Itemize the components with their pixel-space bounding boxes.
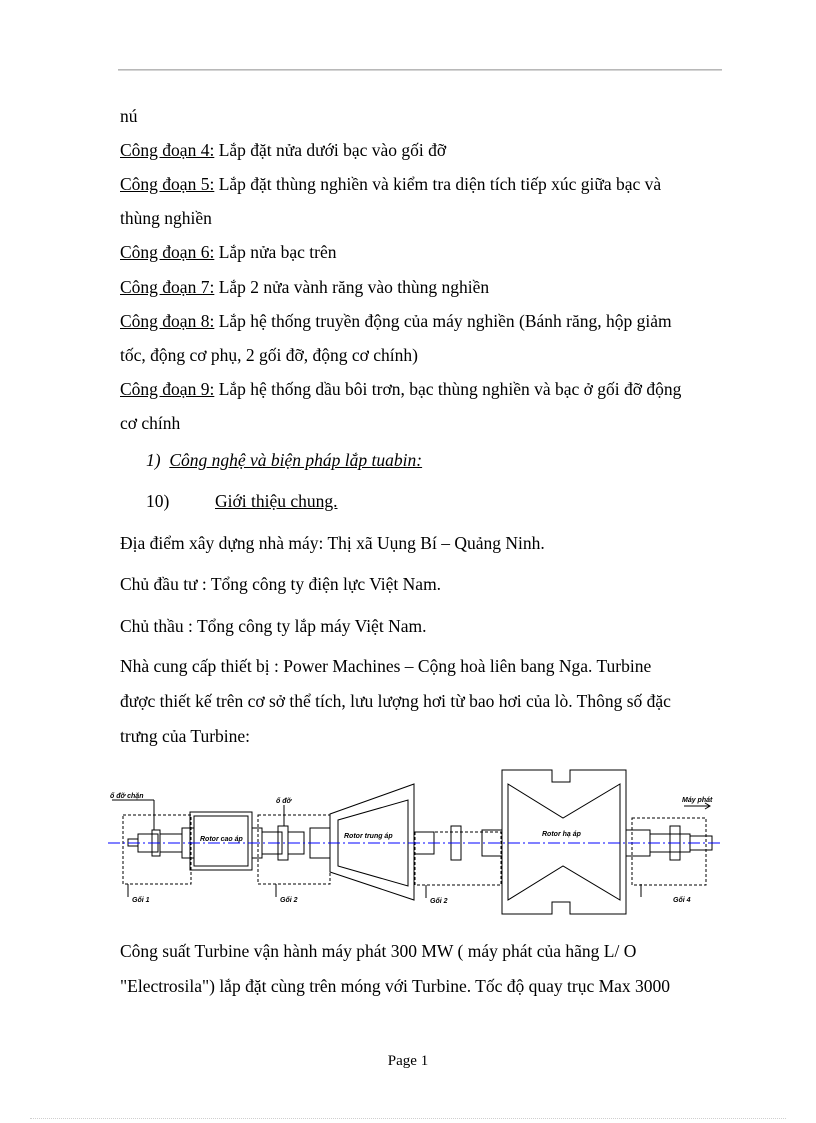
- bearing-housing-3: [415, 832, 501, 885]
- step-text: Lắp hệ thống dầu bôi trơn, bạc thùng nghiền và bạc ở gối đỡ động: [214, 379, 682, 399]
- label-goi-4: Gối 4: [673, 897, 691, 904]
- label-bearing: ổ đỡ: [276, 798, 292, 805]
- label-rotor-ip: Rotor trung áp: [344, 833, 393, 840]
- step-text: Lắp đặt nửa dưới bạc vào gối đỡ: [214, 140, 447, 160]
- step-5-cont: thùng nghiền: [120, 208, 212, 228]
- step-label: Công đoạn 5:: [120, 174, 215, 194]
- step-text: Lắp nửa bạc trên: [214, 242, 337, 262]
- label-thrust-bearing: ổ đỡ chặn: [110, 793, 144, 800]
- step-text: Lắp đặt thùng nghiền và kiểm tra diện tích tiếp xúc giữa bạc và: [214, 174, 662, 194]
- paragraph-supplier-3: trưng của Turbine:: [120, 726, 251, 746]
- paragraph-supplier-2: được thiết kế trên cơ sở thể tích, lưu lượng hơi từ bao hơi của lò. Thông số đặc: [120, 691, 671, 711]
- step-9: [120, 377, 681, 401]
- step-6: [120, 240, 337, 264]
- step-8-cont: tốc, động cơ phụ, 2 gối đỡ, động cơ chính): [120, 345, 418, 365]
- paragraph-contractor: Chủ thầu : Tổng công ty lắp máy Việt Nam.: [120, 616, 427, 636]
- page-edge: [30, 1118, 786, 1119]
- step-9-cont: cơ chính: [120, 413, 181, 433]
- text-line: nú: [120, 106, 138, 126]
- step-label: Công đoạn 4:: [120, 140, 215, 160]
- label-rotor-hp: Rotor cao áp: [200, 836, 243, 843]
- step-label: Công đoạn 9:: [120, 379, 215, 399]
- paragraph-supplier-1: Nhà cung cấp thiết bị : Power Machines – Cộng hoà liên bang Nga. Turbine: [120, 656, 652, 676]
- paragraph-power-2: "Electrosila") lắp đặt cùng trên móng với Turbine. Tốc độ quay trục Max 3000: [120, 976, 671, 996]
- page-number: Page 1: [387, 1053, 429, 1069]
- label-goi-1: Gối 1: [132, 897, 150, 904]
- header-rule: [118, 69, 722, 71]
- step-label: Công đoạn 6:: [120, 242, 215, 262]
- step-7: [120, 275, 489, 299]
- step-8: [120, 309, 672, 333]
- heading-text: Công nghệ và biện pháp lắp tuabin:: [169, 450, 423, 470]
- step-text: Lắp hệ thống truyền động của máy nghiền (Bánh răng, hộp giảm: [214, 311, 672, 331]
- label-rotor-lp: Rotor hạ áp: [542, 831, 581, 838]
- bearing-housing-2: [258, 815, 330, 884]
- step-text: Lắp 2 nửa vành răng vào thùng nghiền: [214, 277, 490, 297]
- step-4: [120, 138, 446, 162]
- paragraph-owner: Chủ đầu tư : Tổng công ty điện lực Việt Nam.: [120, 574, 442, 594]
- subsection-number: 10): [146, 491, 170, 511]
- step-label: Công đoạn 7:: [120, 277, 215, 297]
- heading-number: 1): [146, 450, 161, 470]
- step-label: Công đoạn 8:: [120, 311, 215, 331]
- subsection-title: Giới thiệu chung.: [215, 491, 338, 511]
- paragraph-power-1: Công suất Turbine vận hành máy phát 300 MW ( máy phát của hãng L/ O: [120, 941, 637, 961]
- bearing-housing-1: [123, 815, 191, 884]
- paragraph-site: Địa điểm xây dựng nhà máy: Thị xã Uụng Bí – Quảng Ninh.: [120, 533, 545, 553]
- label-goi-2a: Gối 2: [280, 897, 298, 904]
- step-5: [120, 172, 661, 196]
- section-heading: [146, 448, 422, 472]
- label-generator: Máy phát: [682, 797, 713, 804]
- label-goi-2b: Gối 2: [430, 898, 448, 905]
- turbine-shaft-diagram: [108, 760, 728, 932]
